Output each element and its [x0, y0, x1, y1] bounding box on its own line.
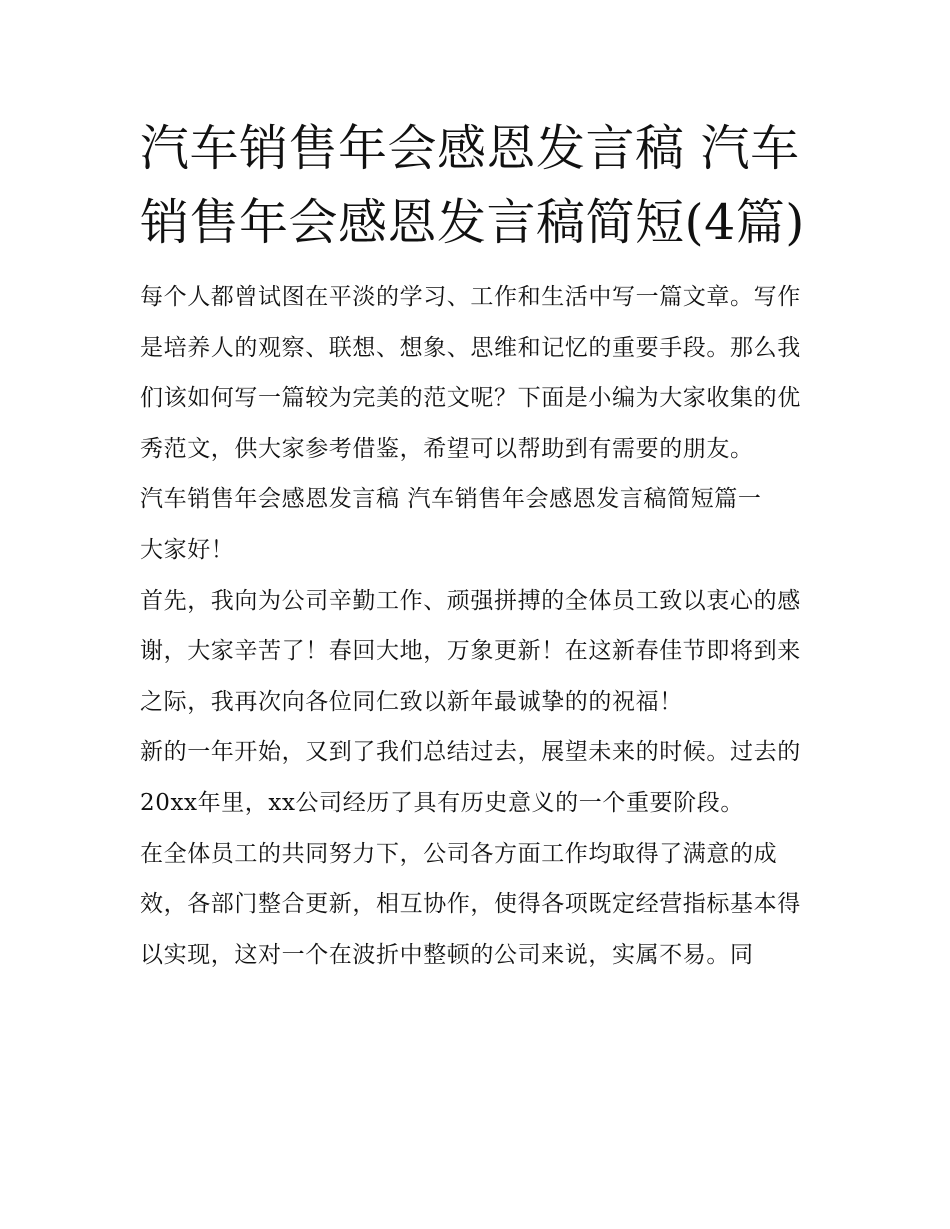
paragraph-greeting: 大家好！ [140, 536, 235, 563]
paragraph-achievements: 在全体员工的共同努力下，公司各方面工作均取得了满意的成效，各部门整合更新，相互协作，使得各项既定经营指标基本得以实现，这对一个在波折中整顿的公司来说，实属不易。同 [140, 840, 801, 968]
document-title: 汽车销售年会感恩发言稿 汽车销售年会感恩发言稿简短(4篇) [140, 120, 805, 251]
paragraph-new-year: 新的一年开始，又到了我们总结过去，展望未来的时候。过去的20xx年里，xx公司经历了具有历史意义的一个重要阶段。 [140, 739, 801, 816]
paragraph-thanks: 首先，我向为公司辛勤工作、顽强拼搏的全体员工致以衷心的感谢，大家辛苦了！春回大地，万象更新！在这新春佳节即将到来之际，我再次向各位同仁致以新年最诚挚的的祝福！ [140, 587, 801, 715]
paragraph-intro: 每个人都曾试图在平淡的学习、工作和生活中写一篇文章。写作是培养人的观察、联想、想象、思维和记忆的重要手段。那么我们该如何写一篇较为完美的范文呢？下面是小编为大家收集的优秀范文，供大家参考借鉴，希望可以帮助到有需要的朋友。 [140, 284, 801, 462]
paragraph-section-heading: 汽车销售年会感恩发言稿 汽车销售年会感恩发言稿简短篇一 [140, 486, 762, 513]
document-content [140, 112, 812, 980]
